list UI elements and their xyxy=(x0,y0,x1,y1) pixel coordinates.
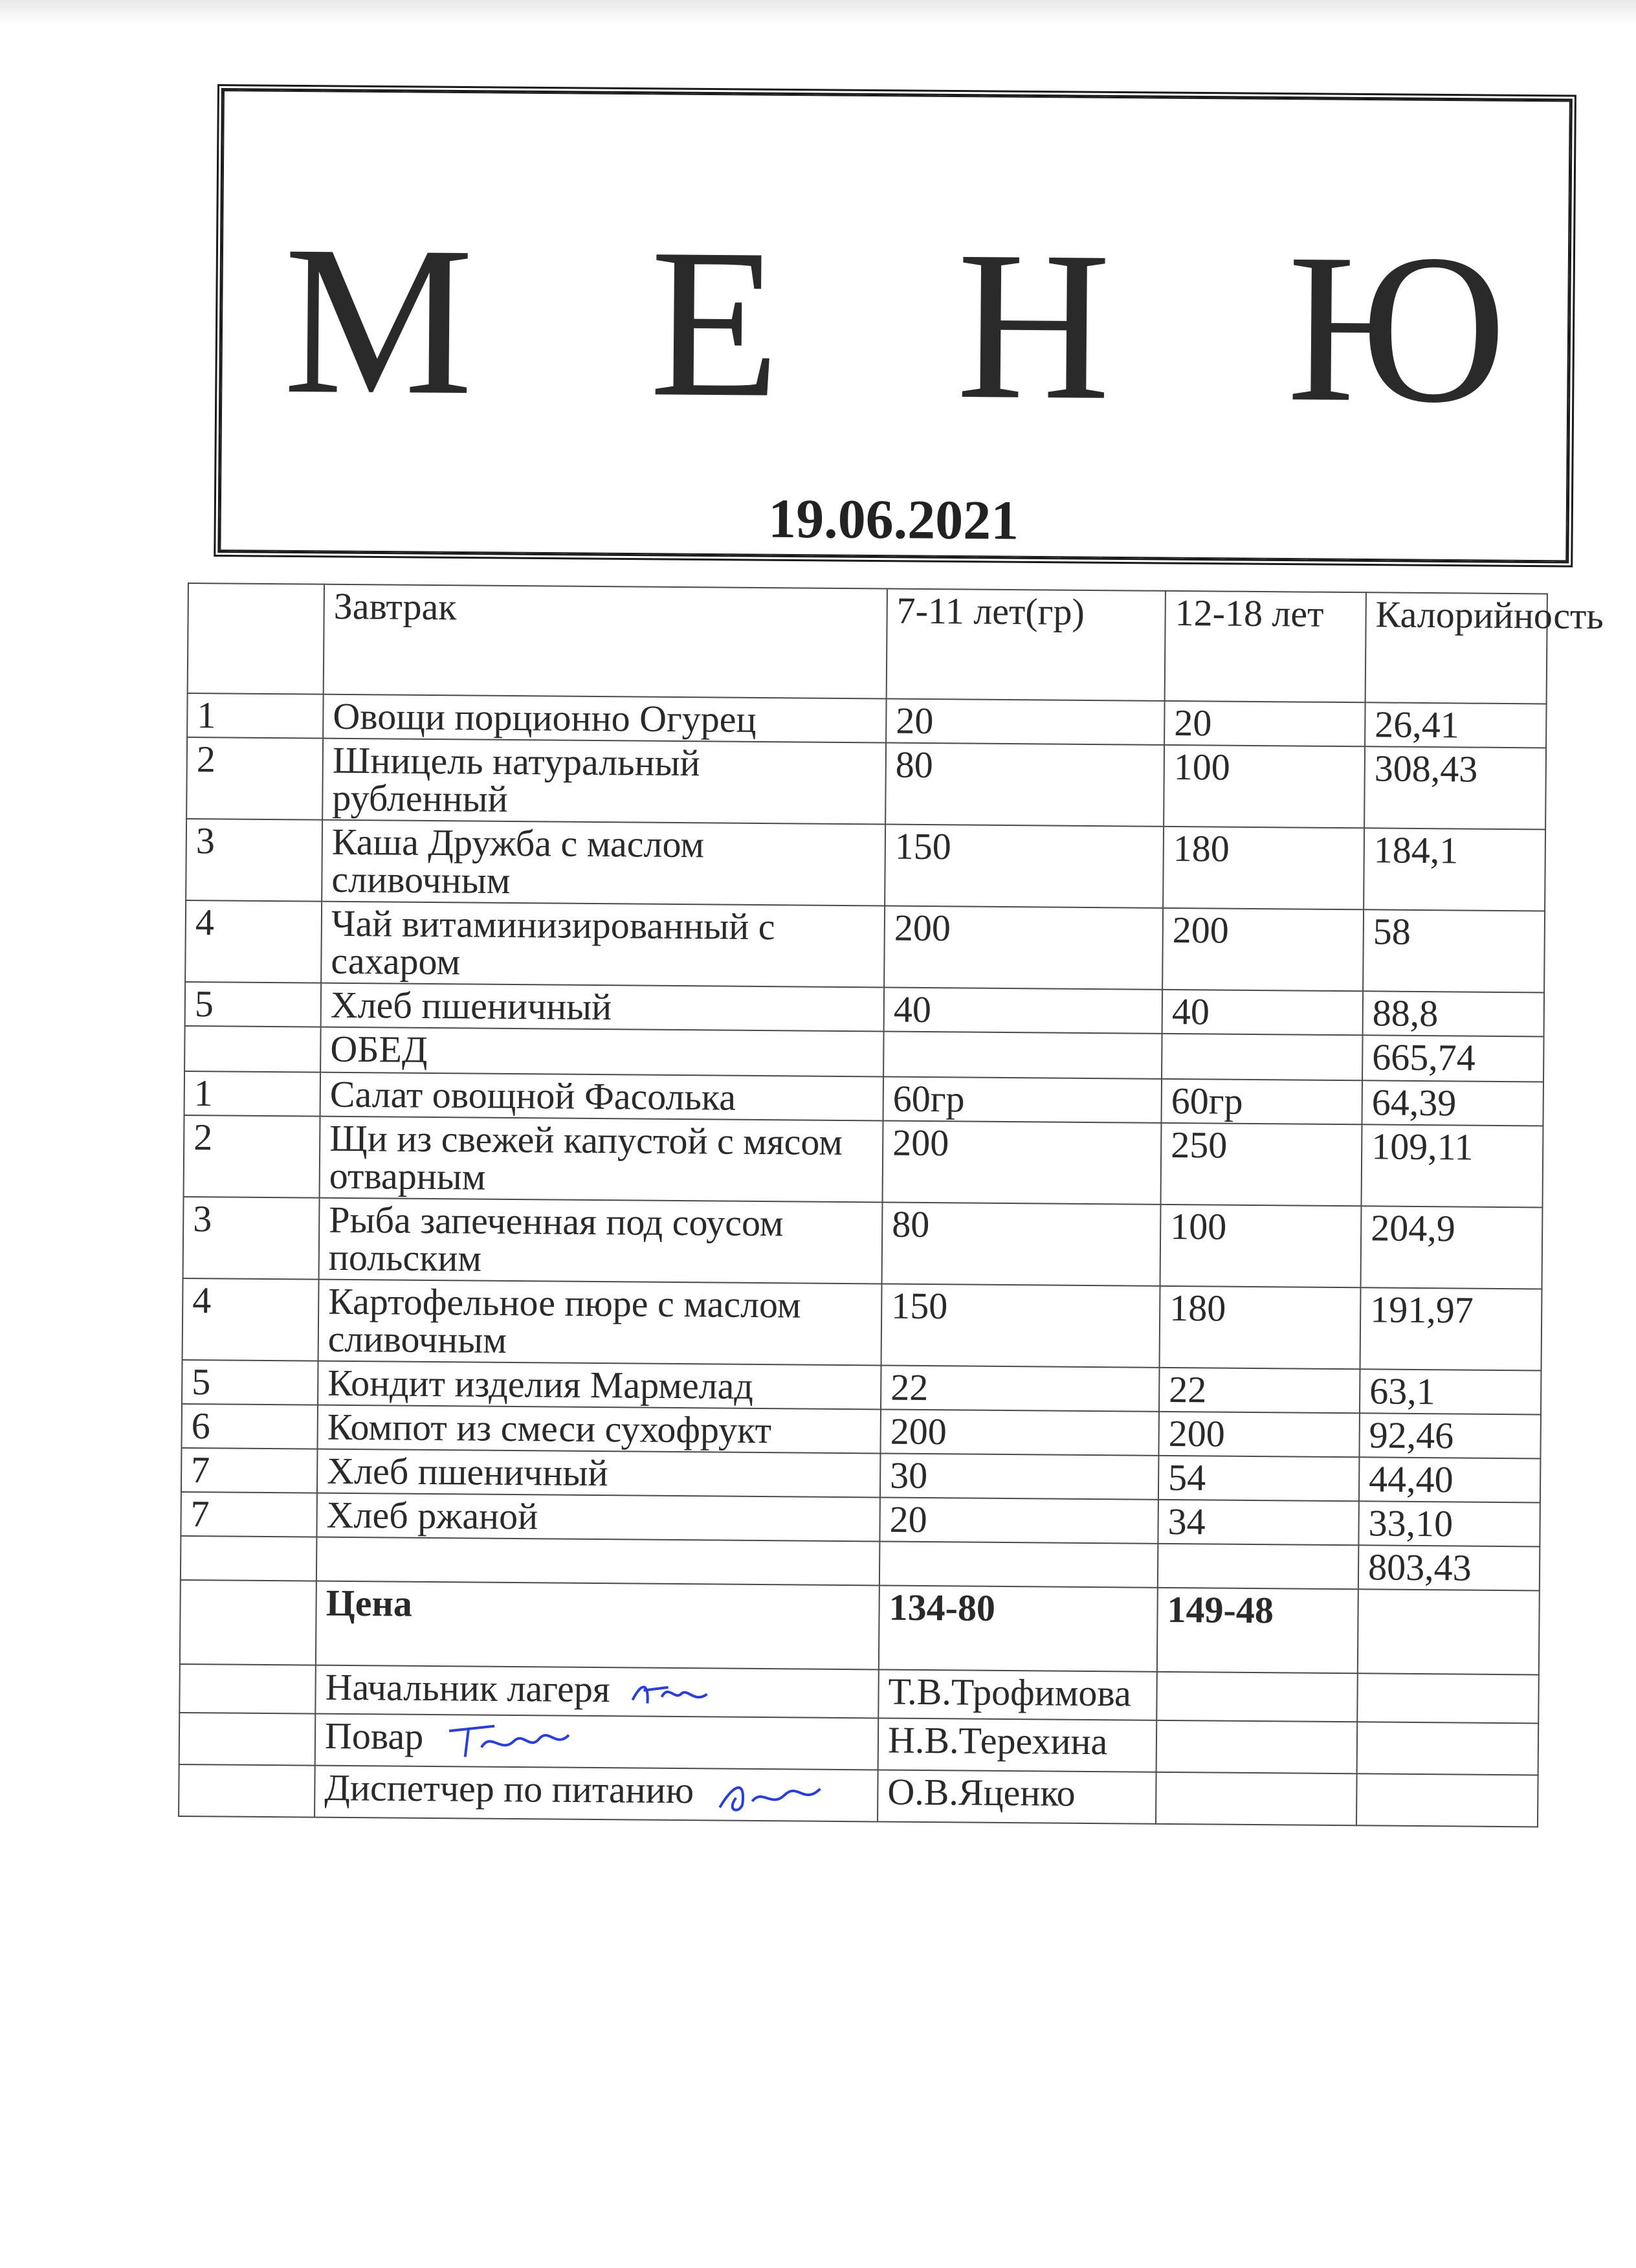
portion-age-7-11: 150 xyxy=(885,824,1164,907)
item-calories: 33,10 xyxy=(1358,1501,1540,1546)
item-number: 1 xyxy=(184,1071,321,1117)
portion-age-7-11: 22 xyxy=(881,1365,1160,1411)
portion-age-12-18: 40 xyxy=(1162,990,1364,1035)
item-number: 4 xyxy=(182,1278,319,1361)
item-calories: 92,46 xyxy=(1359,1413,1541,1458)
portion-age-12-18: 20 xyxy=(1164,701,1365,746)
item-number: 3 xyxy=(183,1197,320,1280)
item-calories: 204,9 xyxy=(1361,1206,1543,1289)
portion-age-12-18: 180 xyxy=(1160,1286,1361,1369)
item-number: 5 xyxy=(182,1360,318,1405)
portion-age-7-11: 80 xyxy=(882,1202,1161,1285)
item-number: 7 xyxy=(181,1492,317,1537)
item-number: 2 xyxy=(186,737,323,820)
item-name: Щи из свежей капустой с мясом отварным xyxy=(320,1117,883,1203)
item-name: Каша Дружба с маслом сливочным xyxy=(322,820,885,906)
portion-age-7-11: 80 xyxy=(885,742,1164,826)
item-name: Шницель натуральный рубленный xyxy=(322,739,886,825)
item-number: 7 xyxy=(181,1448,318,1493)
item-number: 4 xyxy=(185,900,322,983)
item-calories: 64,39 xyxy=(1362,1080,1543,1126)
item-name: Хлеб пшеничный xyxy=(321,983,885,1032)
item-calories: 191,97 xyxy=(1360,1287,1542,1370)
header-num-cell xyxy=(188,583,324,695)
item-number: 6 xyxy=(181,1404,318,1449)
table-header-row xyxy=(188,583,1547,704)
item-calories: 109,11 xyxy=(1361,1124,1543,1207)
item-name: Компот из смеси сухофрукт xyxy=(317,1405,881,1454)
item-number: 2 xyxy=(184,1115,320,1198)
portion-age-12-18: 34 xyxy=(1158,1500,1359,1545)
price-age-12-18: 149-48 xyxy=(1157,1588,1358,1673)
staff-name: Т.В.Трофимова xyxy=(878,1669,1157,1720)
breakfast-section xyxy=(185,693,1547,1036)
item-calories: 26,41 xyxy=(1365,702,1547,748)
header-age-7-11: 7-11 лет(гр) xyxy=(887,588,1166,700)
staff-role: Начальник лагеря xyxy=(325,1665,610,1711)
item-calories: 184,1 xyxy=(1364,828,1545,911)
staff-row xyxy=(179,1764,1538,1827)
table-row xyxy=(182,1278,1542,1370)
item-number: 5 xyxy=(185,982,322,1027)
item-name: Овощи порционно Огурец xyxy=(323,695,887,743)
item-name: Хлеб ржаной xyxy=(316,1493,880,1542)
staff-role: Диспетчер по питанию xyxy=(324,1766,694,1812)
lunch-label: ОБЕД xyxy=(320,1027,884,1077)
header-calories: Калорийность xyxy=(1365,592,1547,704)
lunch-section xyxy=(181,1071,1543,1546)
portion-age-12-18: 60гр xyxy=(1161,1079,1362,1124)
signature-icon xyxy=(629,1674,713,1713)
portion-age-7-11: 40 xyxy=(884,987,1163,1033)
item-name: Хлеб пшеничный xyxy=(317,1449,881,1498)
breakfast-total-calories: 665,74 xyxy=(1362,1035,1544,1082)
scan-shadow xyxy=(0,0,1636,26)
portion-age-7-11: 200 xyxy=(883,1120,1162,1204)
item-name: Салат овощной Фасолька xyxy=(320,1073,884,1121)
item-name: Картофельное пюре с маслом сливочным xyxy=(318,1280,882,1366)
menu-header-box xyxy=(214,84,1576,567)
menu-table xyxy=(178,583,1604,1827)
item-calories: 88,8 xyxy=(1363,991,1545,1036)
item-calories: 58 xyxy=(1363,909,1545,992)
table-row xyxy=(185,900,1545,992)
portion-age-7-11: 60гр xyxy=(883,1076,1162,1122)
signature-icon xyxy=(443,1718,573,1764)
staff-role: Повар xyxy=(324,1715,424,1758)
portion-age-7-11: 20 xyxy=(879,1497,1158,1543)
table-row xyxy=(186,819,1545,911)
portion-age-12-18: 100 xyxy=(1160,1205,1362,1287)
portion-age-7-11: 30 xyxy=(880,1453,1159,1499)
staff-name: Н.В.Терехина xyxy=(878,1718,1157,1772)
table-row xyxy=(184,1115,1543,1207)
item-name: Чай витаминизированный с сахаром xyxy=(321,902,885,988)
price-age-7-11: 134-80 xyxy=(879,1585,1158,1671)
item-calories: 44,40 xyxy=(1359,1457,1541,1502)
table-row xyxy=(183,1197,1543,1289)
portion-age-7-11: 20 xyxy=(886,698,1165,744)
item-number: 1 xyxy=(187,693,324,739)
portion-age-12-18: 200 xyxy=(1162,908,1364,991)
price-row xyxy=(180,1580,1540,1674)
lunch-total-calories: 803,43 xyxy=(1358,1545,1540,1590)
page-title: М Е Н Ю xyxy=(282,201,1569,449)
header-age-12-18: 12-18 лет xyxy=(1165,591,1366,702)
portion-age-12-18: 200 xyxy=(1158,1412,1360,1457)
portion-age-12-18: 54 xyxy=(1158,1456,1360,1501)
item-name: Рыба запеченная под соусом польским xyxy=(319,1198,883,1284)
item-calories: 63,1 xyxy=(1360,1369,1542,1414)
portion-age-12-18: 100 xyxy=(1164,745,1365,828)
item-name: Кондит изделия Мармелад xyxy=(318,1361,881,1410)
price-label: Цена xyxy=(316,1581,879,1670)
portion-age-12-18: 250 xyxy=(1161,1123,1362,1206)
menu-date: 19.06.2021 xyxy=(768,487,1019,551)
portion-age-7-11: 200 xyxy=(880,1409,1159,1455)
portion-age-12-18: 22 xyxy=(1159,1368,1360,1413)
portion-age-7-11: 200 xyxy=(884,906,1163,989)
portion-age-7-11: 150 xyxy=(881,1284,1160,1367)
staff-name: О.В.Яценко xyxy=(878,1770,1156,1823)
item-calories: 308,43 xyxy=(1364,746,1546,829)
header-meal: Завтрак xyxy=(324,584,887,699)
table-row xyxy=(186,737,1546,829)
signature-icon xyxy=(713,1772,824,1818)
item-number: 3 xyxy=(186,819,322,902)
portion-age-12-18: 180 xyxy=(1163,827,1364,909)
